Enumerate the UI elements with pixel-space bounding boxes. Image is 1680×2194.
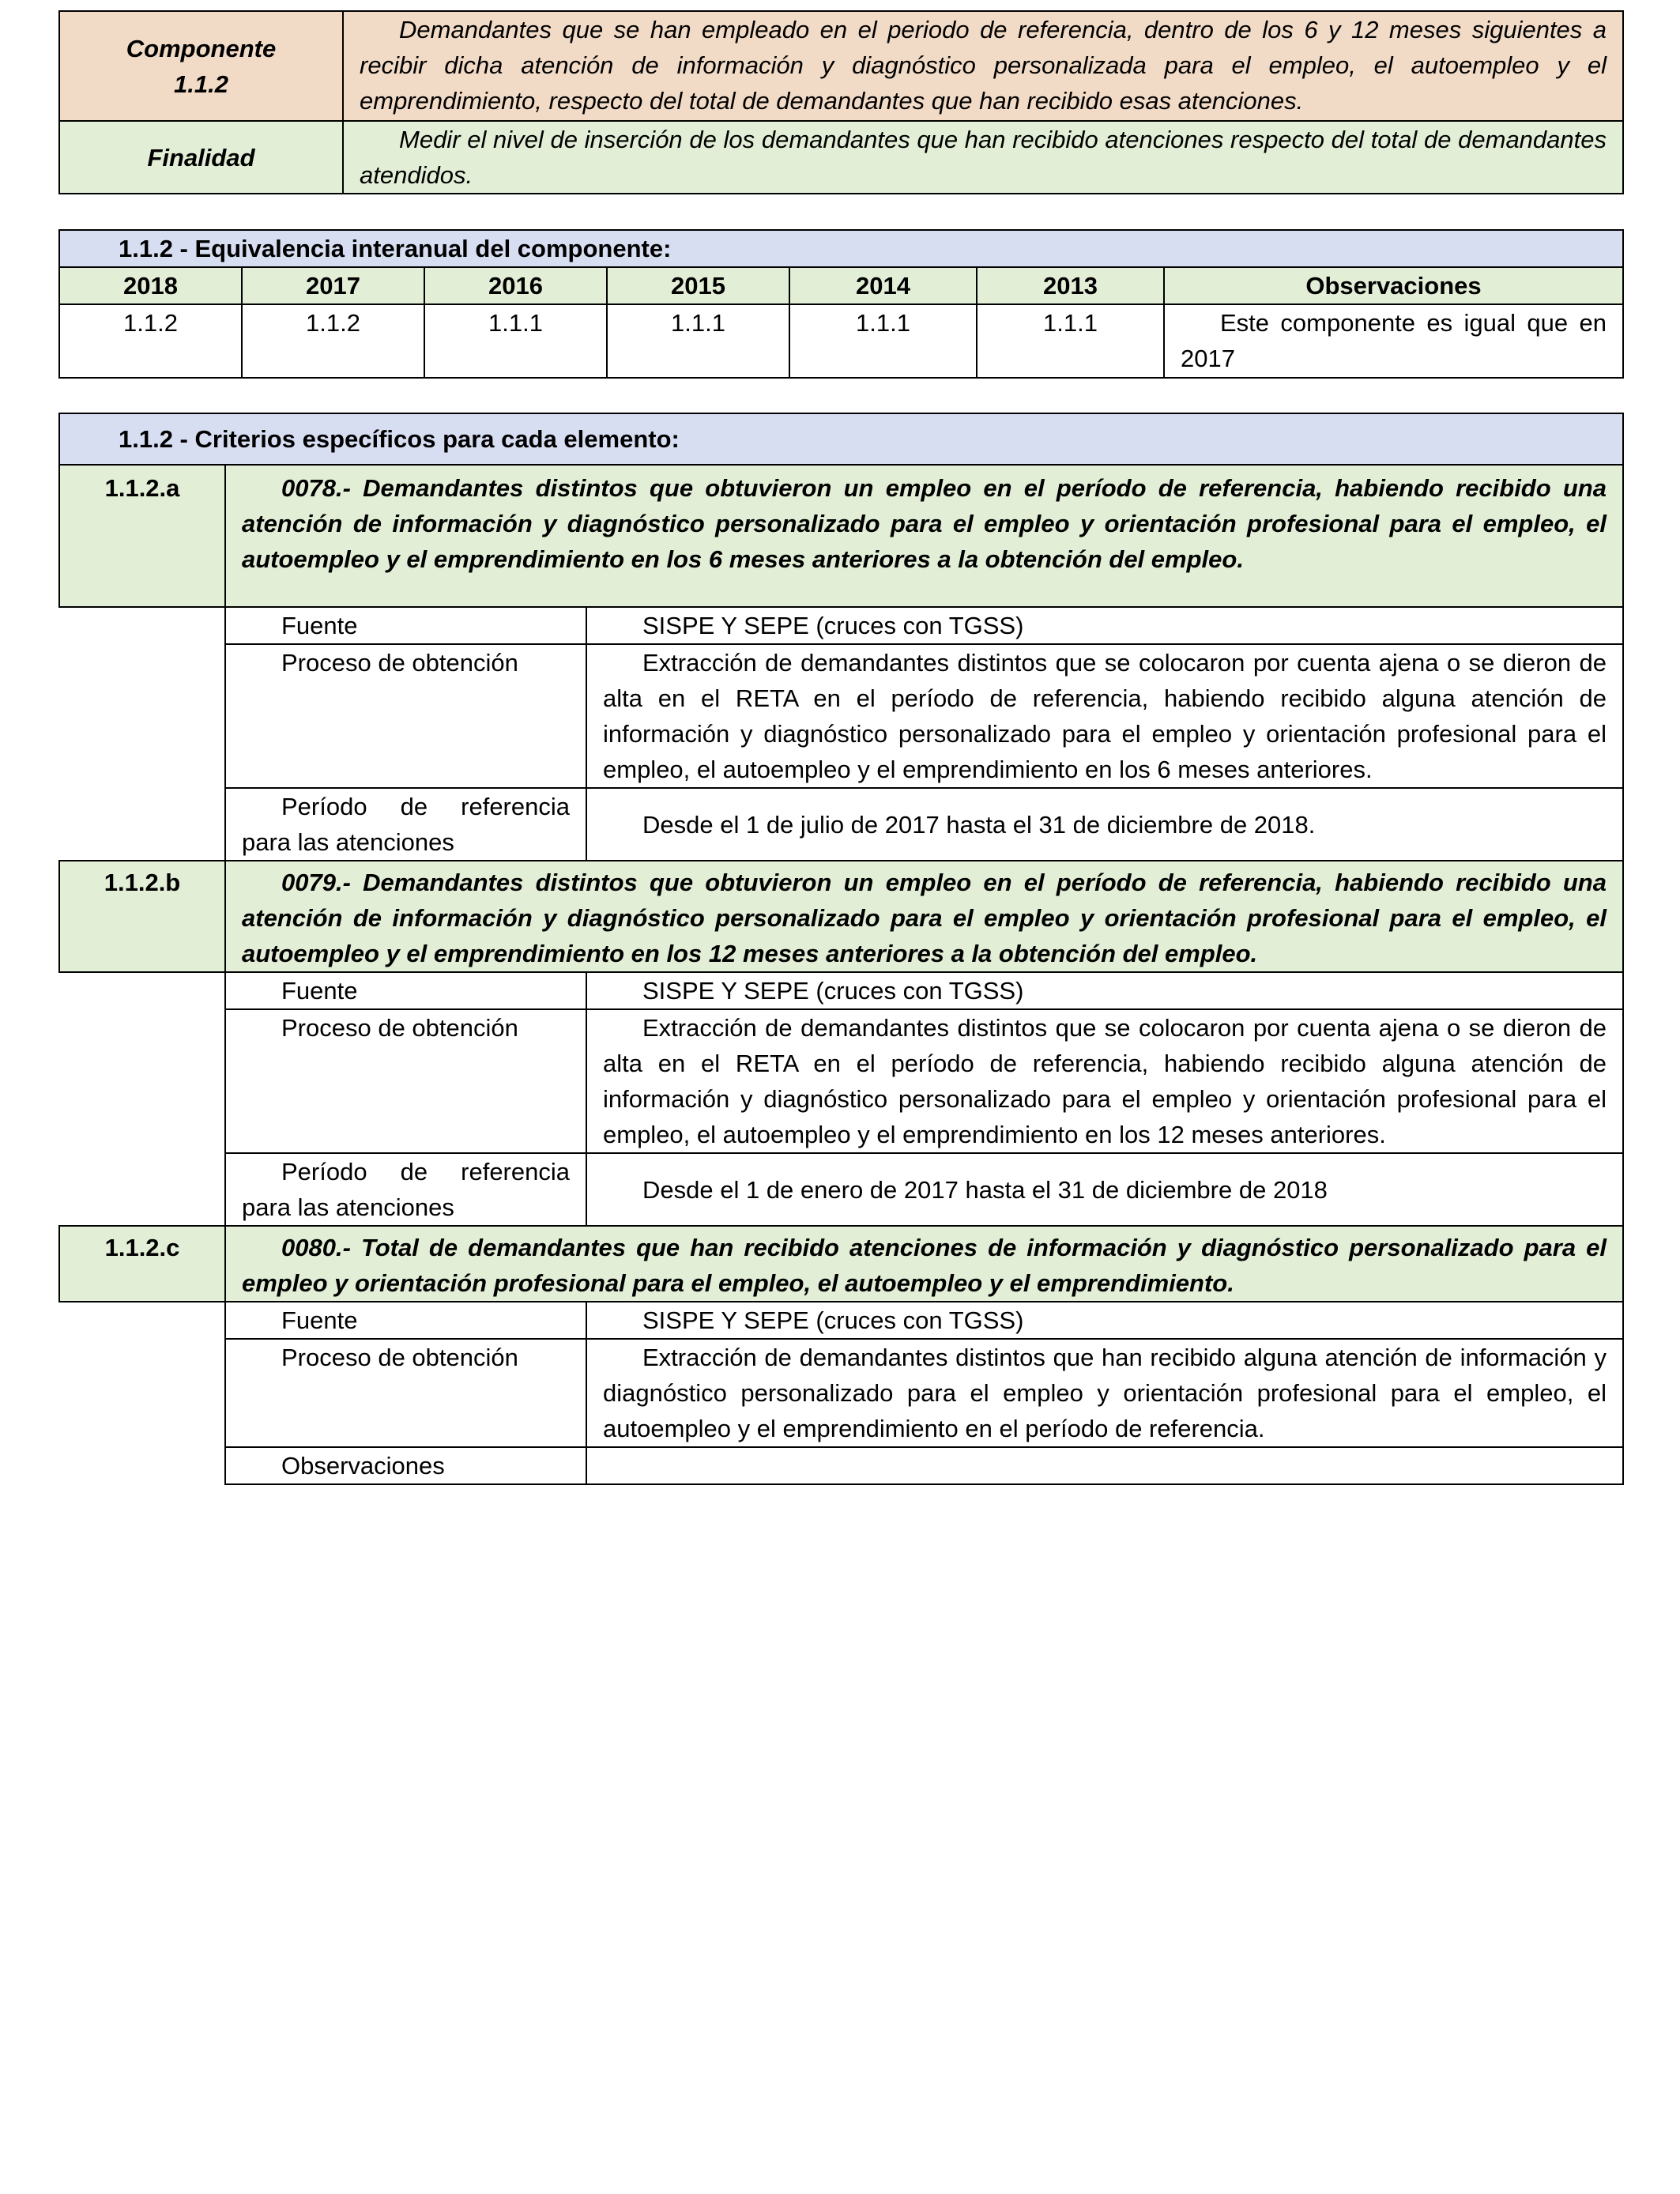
observaciones-value (586, 1447, 1623, 1484)
periodo-value: Desde el 1 de julio de 2017 hasta el 31 de diciembre de 2018. (586, 788, 1623, 861)
criteria-table (58, 413, 1624, 1485)
proceso-label: Proceso de obtención (225, 1339, 586, 1447)
year-value: 1.1.1 (789, 304, 977, 378)
proceso-label: Proceso de obtención (225, 644, 586, 788)
year-value: 1.1.1 (977, 304, 1164, 378)
purpose-text: Medir el nivel de inserción de los demandantes que han recibido atenciones respecto del total de demandantes atendidos. (343, 121, 1623, 194)
year-header: 2014 (789, 267, 977, 304)
observations-value: Este componente es igual que en 2017 (1164, 304, 1623, 378)
year-value: 1.1.1 (424, 304, 607, 378)
fuente-label: Fuente (225, 607, 586, 644)
periodo-label: Período de referencia para las atenciones (225, 788, 586, 861)
component-label (59, 11, 343, 121)
fuente-value: SISPE Y SEPE (cruces con TGSS) (586, 1302, 1623, 1339)
component-description: Demandantes que se han empleado en el periodo de referencia, dentro de los 6 y 12 meses siguientes a recibir dicha atención de información y diagnóstico personalizada para el empleo, el autoempleo y el emprendimiento, respecto del total de demandantes que han recibido esas atenciones. (343, 11, 1623, 121)
year-header: 2015 (607, 267, 789, 304)
periodo-value: Desde el 1 de enero de 2017 hasta el 31 de diciembre de 2018 (586, 1153, 1623, 1226)
fuente-value: SISPE Y SEPE (cruces con TGSS) (586, 972, 1623, 1009)
component-label-line2: 1.1.2 (174, 70, 228, 98)
component-label-line1: Componente (126, 34, 277, 62)
proceso-value: Extracción de demandantes distintos que se colocaron por cuenta ajena o se dieron de alta en el RETA en el período de referencia, habiendo recibido alguna atención de información y diagnóstico personalizado para el empleo y orientación profesional para el empleo, el autoempleo y el emprendimiento en los 12 meses anteriores. (586, 1009, 1623, 1153)
periodo-label: Período de referencia para las atenciones (225, 1153, 586, 1226)
element-code: 1.1.2.b (59, 861, 225, 972)
year-header: 2016 (424, 267, 607, 304)
proceso-value: Extracción de demandantes distintos que se colocaron por cuenta ajena o se dieron de alta en el RETA en el período de referencia, habiendo recibido alguna atención de información y diagnóstico personalizado para el empleo y orientación profesional para el empleo, el autoempleo y el emprendimiento en los 6 meses anteriores. (586, 644, 1623, 788)
observations-header: Observaciones (1164, 267, 1623, 304)
proceso-label: Proceso de obtención (225, 1009, 586, 1153)
purpose-label: Finalidad (59, 121, 343, 194)
fuente-label: Fuente (225, 972, 586, 1009)
fuente-label: Fuente (225, 1302, 586, 1339)
year-value: 1.1.2 (59, 304, 242, 378)
year-header: 2018 (59, 267, 242, 304)
element-spacer (59, 1302, 225, 1484)
year-value: 1.1.2 (242, 304, 424, 378)
element-description: 0079.- Demandantes distintos que obtuvieron un empleo en el período de referencia, habiendo recibido una atención de información y diagnóstico personalizado para el empleo y orientación profesional para el empleo, el autoempleo y el emprendimiento en los 12 meses anteriores a la obtención del empleo. (225, 861, 1623, 972)
observaciones-label: Observaciones (225, 1447, 586, 1484)
element-spacer (59, 972, 225, 1226)
fuente-value: SISPE Y SEPE (cruces con TGSS) (586, 607, 1623, 644)
equivalence-table (58, 229, 1624, 379)
element-code: 1.1.2.c (59, 1226, 225, 1302)
element-description: 0078.- Demandantes distintos que obtuvieron un empleo en el período de referencia, habiendo recibido una atención de información y diagnóstico personalizado para el empleo y orientación profesional para el empleo, el autoempleo y el emprendimiento en los 6 meses anteriores a la obtención del empleo. (225, 465, 1623, 607)
element-spacer (59, 607, 225, 861)
proceso-value: Extracción de demandantes distintos que han recibido alguna atención de información y diagnóstico personalizado para el empleo y orientación profesional para el empleo, el autoempleo y el emprendimiento en el período de referencia. (586, 1339, 1623, 1447)
criteria-title: 1.1.2 - Criterios específicos para cada elemento: (59, 413, 1623, 465)
element-description: 0080.- Total de demandantes que han recibido atenciones de información y diagnóstico personalizado para el empleo y orientación profesional para el empleo, el autoempleo y el emprendimiento. (225, 1226, 1623, 1302)
element-code: 1.1.2.a (59, 465, 225, 607)
component-table (58, 10, 1624, 194)
year-header: 2017 (242, 267, 424, 304)
year-header: 2013 (977, 267, 1164, 304)
equivalence-title: 1.1.2 - Equivalencia interanual del componente: (59, 230, 1623, 267)
year-value: 1.1.1 (607, 304, 789, 378)
